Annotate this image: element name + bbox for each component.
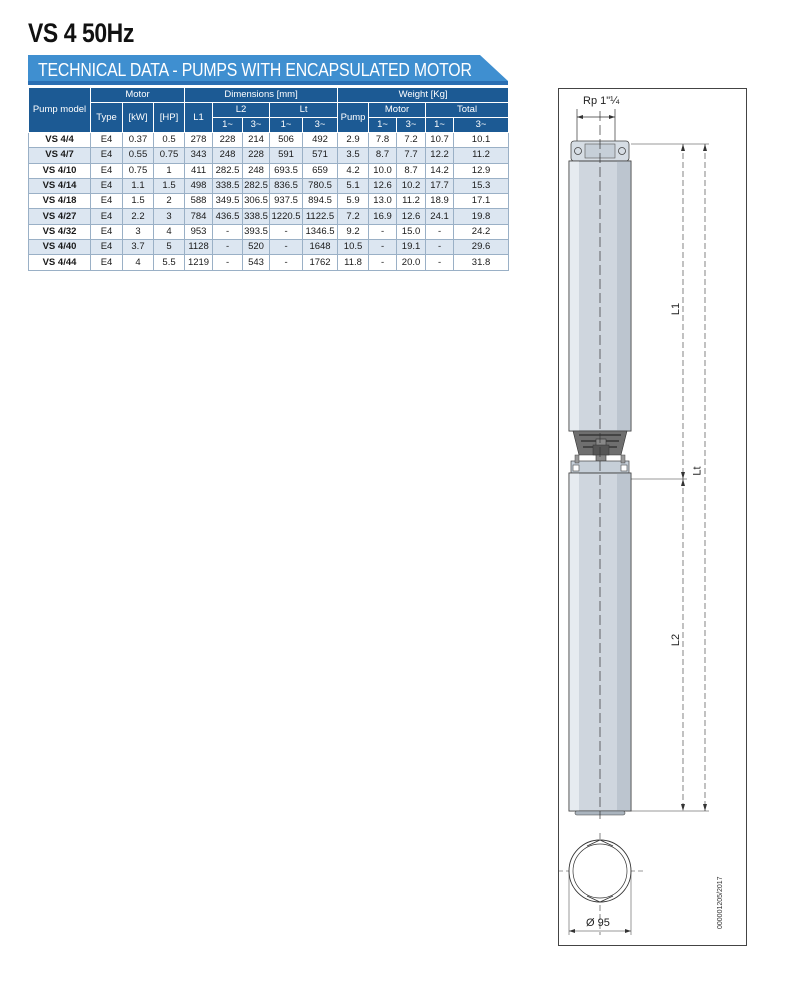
cell-motor-1: 7.8 <box>369 133 397 148</box>
cell-l2-3: 306.5 <box>243 194 270 209</box>
cell-kw: 0.37 <box>123 133 154 148</box>
header-pump-weight: Pump <box>338 103 369 133</box>
technical-data-table <box>28 87 509 271</box>
table-row <box>29 255 509 270</box>
section-banner <box>28 55 508 85</box>
cell-l2-3: 393.5 <box>243 224 270 239</box>
cell-l2-1: 349.5 <box>213 194 243 209</box>
cell-l1: 588 <box>185 194 213 209</box>
cell-model: VS 4/7 <box>29 148 91 163</box>
cell-motor-1: - <box>369 240 397 255</box>
cell-hp: 5.5 <box>154 255 185 270</box>
cell-kw: 3.7 <box>123 240 154 255</box>
cell-l2-3: 543 <box>243 255 270 270</box>
cell-l1: 1219 <box>185 255 213 270</box>
cell-pump: 9.2 <box>338 224 369 239</box>
header-l2-1ph: 1~ <box>213 118 243 133</box>
cell-l2-3: 228 <box>243 148 270 163</box>
cell-lt-1: - <box>270 240 303 255</box>
cell-lt-3: 492 <box>303 133 338 148</box>
cell-lt-1: - <box>270 255 303 270</box>
diameter-label: Ø 95 <box>586 917 610 929</box>
cell-type: E4 <box>91 148 123 163</box>
cell-model: VS 4/32 <box>29 224 91 239</box>
cell-hp: 0.5 <box>154 133 185 148</box>
table-row <box>29 224 509 239</box>
header-lt: Lt <box>270 103 338 118</box>
cell-total-3: 10.1 <box>454 133 509 148</box>
cell-l2-1: 282.5 <box>213 163 243 178</box>
header-dimensions: Dimensions [mm] <box>185 88 338 103</box>
cell-type: E4 <box>91 224 123 239</box>
cell-l2-1: 436.5 <box>213 209 243 224</box>
cell-motor-3: 11.2 <box>397 194 426 209</box>
cell-l2-1: - <box>213 255 243 270</box>
cell-total-3: 11.2 <box>454 148 509 163</box>
pump-drawing <box>558 88 747 946</box>
cell-hp: 4 <box>154 224 185 239</box>
table-row <box>29 178 509 193</box>
cell-motor-3: 8.7 <box>397 163 426 178</box>
cell-pump: 3.5 <box>338 148 369 163</box>
cell-type: E4 <box>91 255 123 270</box>
cell-pump: 4.2 <box>338 163 369 178</box>
cell-total-1: 10.7 <box>426 133 454 148</box>
cell-l2-3: 338.5 <box>243 209 270 224</box>
cell-total-3: 15.3 <box>454 178 509 193</box>
cell-motor-1: 13.0 <box>369 194 397 209</box>
cell-l1: 278 <box>185 133 213 148</box>
cell-lt-1: 693.5 <box>270 163 303 178</box>
cell-pump: 5.9 <box>338 194 369 209</box>
cell-motor-3: 15.0 <box>397 224 426 239</box>
cell-motor-1: 16.9 <box>369 209 397 224</box>
cell-lt-1: 506 <box>270 133 303 148</box>
cell-total-1: - <box>426 255 454 270</box>
cell-l1: 953 <box>185 224 213 239</box>
cell-type: E4 <box>91 163 123 178</box>
cell-l2-3: 248 <box>243 163 270 178</box>
cell-total-3: 24.2 <box>454 224 509 239</box>
page-title: VS 4 50Hz <box>28 18 134 48</box>
table-row <box>29 194 509 209</box>
cell-hp: 0.75 <box>154 148 185 163</box>
l2-label: L2 <box>670 633 683 647</box>
cell-motor-3: 7.7 <box>397 148 426 163</box>
cell-motor-3: 19.1 <box>397 240 426 255</box>
cell-total-1: 24.1 <box>426 209 454 224</box>
header-motor-3ph: 3~ <box>397 118 426 133</box>
cell-l1: 1128 <box>185 240 213 255</box>
cell-type: E4 <box>91 194 123 209</box>
cell-motor-1: - <box>369 255 397 270</box>
cell-l2-1: 248 <box>213 148 243 163</box>
cell-total-1: - <box>426 240 454 255</box>
cell-total-3: 17.1 <box>454 194 509 209</box>
cell-motor-1: - <box>369 224 397 239</box>
cell-total-1: 12.2 <box>426 148 454 163</box>
cell-lt-1: 937.5 <box>270 194 303 209</box>
cell-lt-3: 571 <box>303 148 338 163</box>
cell-total-3: 29.6 <box>454 240 509 255</box>
cell-pump: 10.5 <box>338 240 369 255</box>
cell-type: E4 <box>91 240 123 255</box>
header-l2: L2 <box>213 103 270 118</box>
cell-motor-1: 12.6 <box>369 178 397 193</box>
header-lt-1ph: 1~ <box>270 118 303 133</box>
cell-lt-1: 591 <box>270 148 303 163</box>
section-banner-text: TECHNICAL DATA - PUMPS WITH ENCAPSULATED MOTOR <box>38 60 472 80</box>
cell-model: VS 4/4 <box>29 133 91 148</box>
cell-pump: 5.1 <box>338 178 369 193</box>
cell-model: VS 4/18 <box>29 194 91 209</box>
cell-model: VS 4/10 <box>29 163 91 178</box>
cell-lt-3: 1648 <box>303 240 338 255</box>
cell-total-1: - <box>426 224 454 239</box>
header-kw: [kW] <box>123 103 154 133</box>
table-row <box>29 163 509 178</box>
header-weight: Weight [Kg] <box>338 88 509 103</box>
pump-drawing-svg <box>559 89 748 947</box>
cell-lt-3: 1346.5 <box>303 224 338 239</box>
cell-lt-3: 659 <box>303 163 338 178</box>
cell-l2-3: 282.5 <box>243 178 270 193</box>
cell-kw: 1.5 <box>123 194 154 209</box>
cell-kw: 0.55 <box>123 148 154 163</box>
header-hp: [HP] <box>154 103 185 133</box>
header-total-3ph: 3~ <box>454 118 509 133</box>
cell-lt-3: 1122.5 <box>303 209 338 224</box>
cell-model: VS 4/14 <box>29 178 91 193</box>
cell-type: E4 <box>91 133 123 148</box>
header-lt-3ph: 3~ <box>303 118 338 133</box>
cell-lt-1: - <box>270 224 303 239</box>
table-row <box>29 133 509 148</box>
cell-hp: 1 <box>154 163 185 178</box>
header-type: Type <box>91 103 123 133</box>
table-row <box>29 209 509 224</box>
table-row <box>29 240 509 255</box>
cell-hp: 2 <box>154 194 185 209</box>
cell-kw: 4 <box>123 255 154 270</box>
cell-motor-1: 10.0 <box>369 163 397 178</box>
table-body <box>29 133 509 271</box>
cell-l1: 411 <box>185 163 213 178</box>
cell-pump: 7.2 <box>338 209 369 224</box>
cell-lt-1: 1220.5 <box>270 209 303 224</box>
cell-model: VS 4/27 <box>29 209 91 224</box>
cell-total-1: 17.7 <box>426 178 454 193</box>
cell-hp: 3 <box>154 209 185 224</box>
cell-total-3: 12.9 <box>454 163 509 178</box>
cell-kw: 1.1 <box>123 178 154 193</box>
cell-l2-1: - <box>213 224 243 239</box>
cell-lt-3: 894.5 <box>303 194 338 209</box>
cell-type: E4 <box>91 209 123 224</box>
header-total-1ph: 1~ <box>426 118 454 133</box>
cell-pump: 2.9 <box>338 133 369 148</box>
cell-l2-3: 214 <box>243 133 270 148</box>
cell-kw: 0.75 <box>123 163 154 178</box>
cell-l1: 498 <box>185 178 213 193</box>
table-row <box>29 148 509 163</box>
drawing-code: 000001205/2017 <box>717 876 724 929</box>
cell-model: VS 4/44 <box>29 255 91 270</box>
cell-kw: 3 <box>123 224 154 239</box>
lt-label: Lt <box>691 466 704 476</box>
header-motor: Motor <box>91 88 185 103</box>
cell-total-3: 31.8 <box>454 255 509 270</box>
header-motor-1ph: 1~ <box>369 118 397 133</box>
cell-motor-3: 10.2 <box>397 178 426 193</box>
cell-l1: 784 <box>185 209 213 224</box>
cell-total-1: 18.9 <box>426 194 454 209</box>
cell-motor-3: 7.2 <box>397 133 426 148</box>
cell-l2-3: 520 <box>243 240 270 255</box>
cell-lt-3: 1762 <box>303 255 338 270</box>
cell-l1: 343 <box>185 148 213 163</box>
header-l1: L1 <box>185 103 213 133</box>
cell-type: E4 <box>91 178 123 193</box>
cell-model: VS 4/40 <box>29 240 91 255</box>
cell-motor-3: 20.0 <box>397 255 426 270</box>
cell-hp: 1.5 <box>154 178 185 193</box>
cell-lt-1: 836.5 <box>270 178 303 193</box>
rp-label: Rp 1"¼ <box>583 95 620 107</box>
cell-motor-1: 8.7 <box>369 148 397 163</box>
cell-lt-3: 780.5 <box>303 178 338 193</box>
cell-total-1: 14.2 <box>426 163 454 178</box>
cell-pump: 11.8 <box>338 255 369 270</box>
l1-label: L1 <box>670 302 683 316</box>
cell-l2-1: - <box>213 240 243 255</box>
cell-total-3: 19.8 <box>454 209 509 224</box>
cell-hp: 5 <box>154 240 185 255</box>
cell-motor-3: 12.6 <box>397 209 426 224</box>
header-motor-weight: Motor <box>369 103 426 118</box>
header-total-weight: Total <box>426 103 509 118</box>
header-pump-model: Pump model <box>29 88 91 133</box>
cell-l2-1: 338.5 <box>213 178 243 193</box>
cell-kw: 2.2 <box>123 209 154 224</box>
header-l2-3ph: 3~ <box>243 118 270 133</box>
cell-l2-1: 228 <box>213 133 243 148</box>
